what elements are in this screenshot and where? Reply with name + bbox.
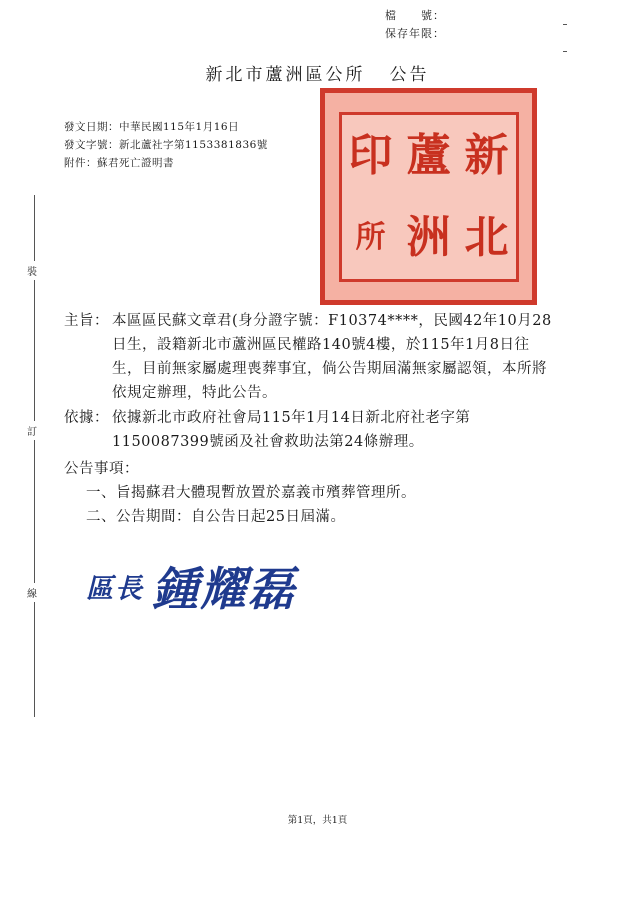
document-number: 發文字號：新北蘆社字第1153381836號 <box>64 139 268 151</box>
retention-period-field: 保存年限： <box>385 27 445 40</box>
signature-rank: 區長 <box>86 573 144 605</box>
attachment: 附件：蘇君死亡證明書 <box>64 157 174 169</box>
seal-char: 所 <box>355 219 386 255</box>
subject-text: 本區區民蘇文章君(身分證字號：F10374****，民國42年10月28日生，設籍新北市蘆洲區民權路140號4樓，於115年1月8日往生，目前無家屬處理喪葬事宜，倘公告期屆滿無家屬認領，本所將依規定辦理，特此公告。 <box>112 313 552 401</box>
director-signature <box>86 553 296 619</box>
archive-fields <box>385 7 445 43</box>
notice-heading: 公告事項： <box>64 461 139 477</box>
notice-section <box>64 457 416 529</box>
document-type: 公告 <box>389 65 430 85</box>
binding-mark-zhuang: 裝 <box>27 261 37 280</box>
margin-tick <box>563 24 567 25</box>
seal-char: 蘆 <box>406 129 451 181</box>
subject-label: 主旨： <box>64 313 109 329</box>
page-number: 第1頁，共1頁 <box>287 815 348 826</box>
notice-item: 一、旨揭蘇君大體現暫放置於嘉義市殯葬管理所。 <box>86 485 416 501</box>
seal-characters <box>339 112 519 282</box>
notice-item: 二、公告期間：自公告日起25日屆滿。 <box>86 509 346 525</box>
basis-label: 依據： <box>64 410 109 426</box>
binding-mark-xian: 線 <box>27 583 37 602</box>
seal-char: 新 <box>464 129 509 181</box>
official-seal <box>320 88 537 305</box>
basis-text: 依據新北市政府社會局115年1月14日新北府社老字第1150087399號函及社會救助法第24條辦理。 <box>112 410 471 450</box>
document-meta <box>64 118 268 172</box>
binding-mark-ding: 訂 <box>27 421 37 440</box>
agency-name: 新北市蘆洲區公所 <box>205 65 366 85</box>
issue-date: 發文日期：中華民國115年1月16日 <box>64 121 240 133</box>
seal-char: 北 <box>464 211 509 263</box>
basis-section <box>64 406 554 454</box>
seal-char: 印 <box>348 129 393 181</box>
signature-name: 鍾耀磊 <box>152 562 296 616</box>
margin-tick <box>563 51 567 52</box>
file-number-field: 檔 號： <box>385 9 445 22</box>
subject-section <box>64 309 554 405</box>
seal-char: 洲 <box>406 211 451 263</box>
page-title <box>0 60 635 85</box>
